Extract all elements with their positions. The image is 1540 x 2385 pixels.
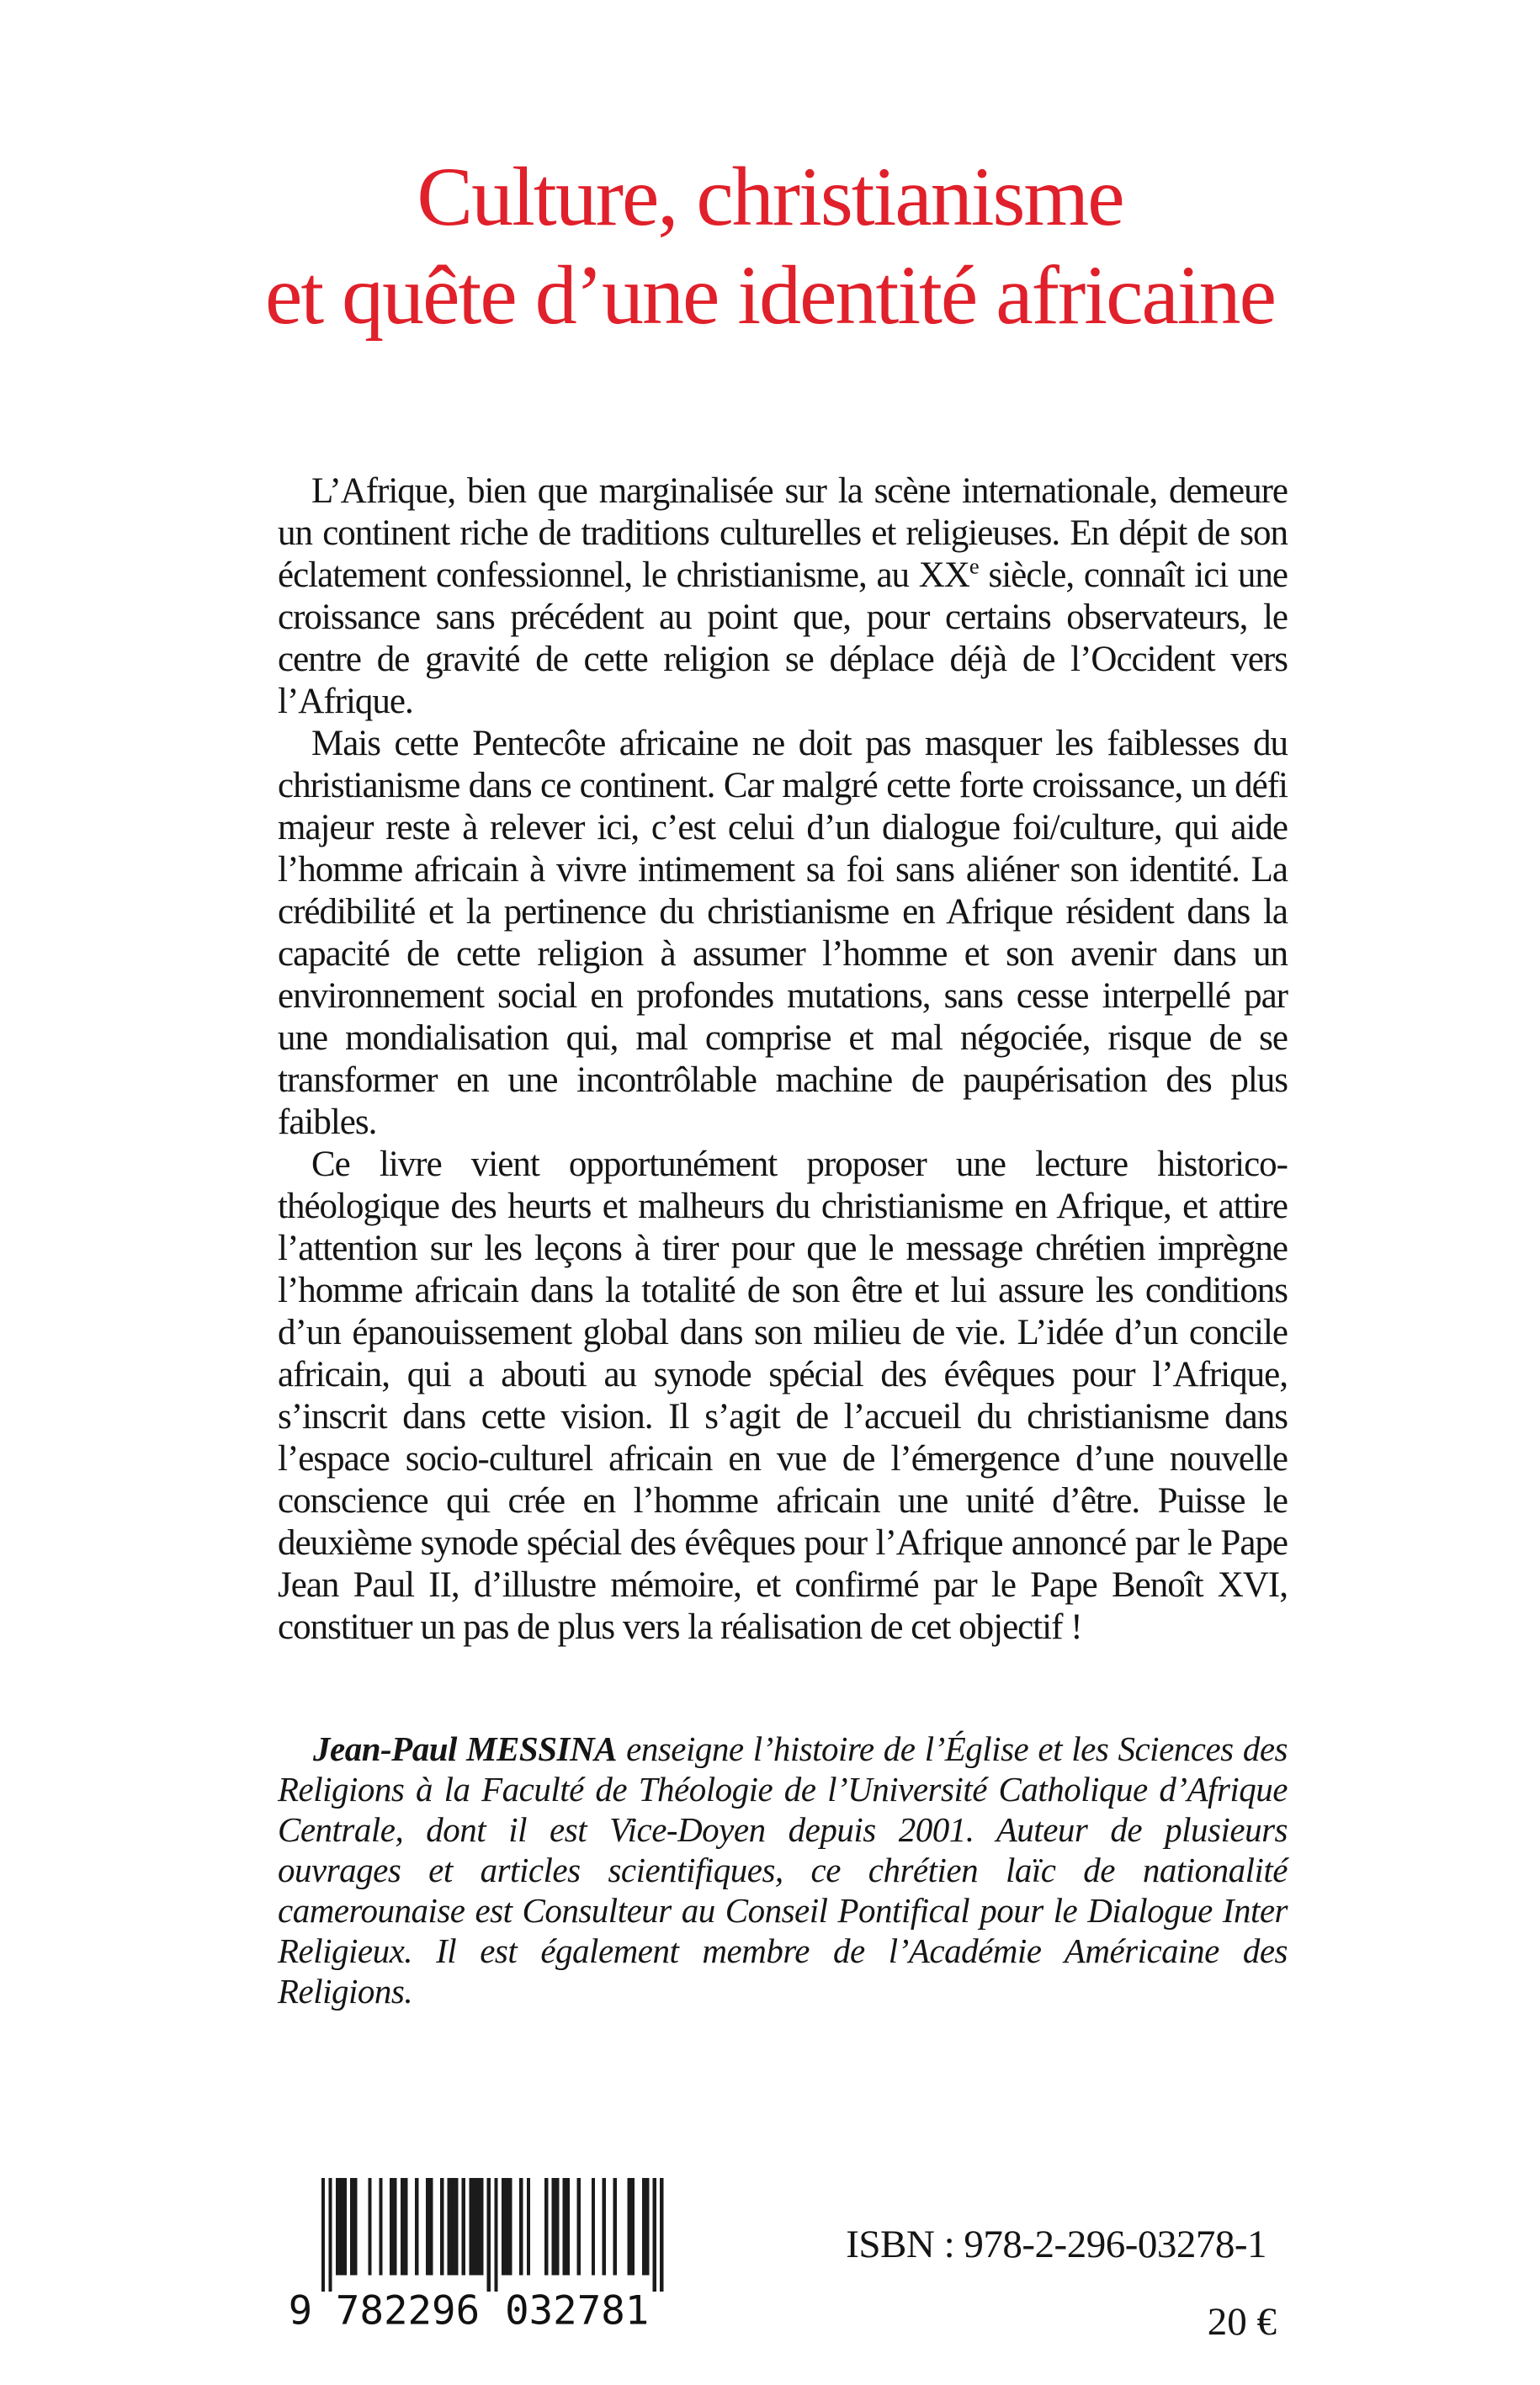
barcode-digits-group1: 782296 xyxy=(335,2287,481,2329)
cover-footer xyxy=(0,2154,1540,2385)
century-superscript: e xyxy=(969,553,979,579)
author-name: Jean-Paul MESSINA xyxy=(313,1729,617,1768)
barcode-digits-group2: 032781 xyxy=(505,2287,650,2329)
summary-paragraph-3: Ce livre vient opportunément proposer une lecture historico-théologique des heurts et malheurs du christianisme en Afrique, et attire l’attention sur les leçons à tirer pour que le message chrétien imprègne l’homme africain dans la totalité de son être et lui assure les conditions d’un épanouissement global dans son milieu de vie. L’idée d’un concile africain, qui a abouti au synode spécial des évêques pour l’Afrique, s’inscrit dans cette vision. Il s’agit de l’accueil du christianisme dans l’espace socio-culturel africain en vue de l’émergence d’une nouvelle conscience qui crée en l’homme africain une unité d’être. Puisse le deuxième synode spécial des évêques pour l’Afrique annoncé par le Pape Jean Paul II, d’illustre mémoire, et confirmé par le Pape Benoît XVI, constituer un pas de plus vers la réalisation de cet objectif ! xyxy=(278,1145,1288,1647)
summary-paragraph-2: Mais cette Pentecôte africaine ne doit pas masquer les faiblesses du christianisme dans ce continent. Car malgré cette forte croissance, un défi majeur reste à relever ici, c’est celui d’un dialogue foi/culture, qui aide l’homme africain à vivre intimement sa foi sans aliéner son identité. La crédibilité et la pertinence du christianisme en Afrique résident dans la capacité de cette religion à assumer l’homme et son avenir dans un environnement social en profondes mutations, sans cesse interpellé par une mondialisation qui, mal comprise et mal négociée, risque de se transformer en une incontrôlable machine de paupérisation des plus faibles. xyxy=(278,724,1288,1142)
book-title xyxy=(0,0,1540,344)
author-bio-text: enseigne l’histoire de l’Église et les Sciences des Religions à la Faculté de Théologie de l’Université Catholique d’Afrique Centrale, dont il est Vice-Doyen depuis 2001. Auteur de plusieurs ouvrages et articles scientifiques, ce chrétien laïc de nationalité camerounaise est Consulteur au Conseil Pontifical pour le Dialogue Inter Religieux. Il est également membre de l’Académie Américaine des Religions. xyxy=(278,1729,1288,2011)
barcode-digit-left: 9 xyxy=(288,2287,313,2329)
back-cover-summary xyxy=(278,470,1288,1649)
author-bio xyxy=(278,1729,1288,2011)
ean13-barcode xyxy=(285,2178,671,2329)
paragraph-1-text: L’Afrique, bien que marginalisée sur la scène internationale, demeure un continent riche de traditions culturelles et religieuses. En dépit de son éclatement confessionnel, le christianisme, au XX xyxy=(278,471,1288,595)
paragraph-1-text-continued: siècle, connaît ici une croissance sans précédent au point que, pour certains observateurs, le centre de gravité de cette religion se déplace déjà de l’Occident vers l’Afrique. xyxy=(278,555,1288,721)
book-title-line1: Culture, christianisme xyxy=(417,150,1123,243)
barcode-image xyxy=(285,2178,671,2329)
price-text: 20 € xyxy=(1207,2300,1277,2344)
summary-paragraph-1 xyxy=(278,470,1288,723)
book-title-line2: et quête d’une identité africaine xyxy=(264,248,1275,342)
isbn-text: ISBN : 978-2-296-03278-1 xyxy=(846,2223,1267,2266)
